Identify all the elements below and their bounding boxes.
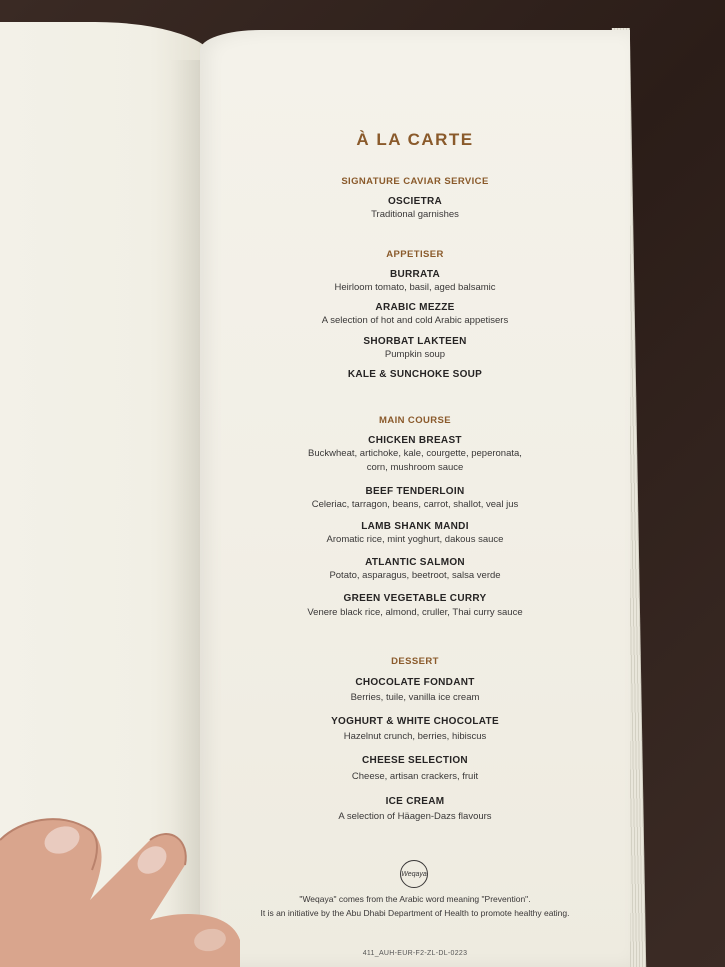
dish-name: KALE & SUNCHOKE SOUP — [347, 369, 483, 380]
dish-description: Berries, tuile, vanilla ice cream — [350, 692, 480, 703]
dish-description: Celeriac, tarragon, beans, carrot, shallot, veal jus — [311, 499, 519, 510]
dish-name: SHORBAT LAKTEEN — [363, 336, 467, 347]
weqaya-logo-icon: Weqaya — [400, 860, 428, 888]
section-caviar: SIGNATURE CAVIAR SERVICE — [341, 176, 489, 187]
dish-description: Buckwheat, artichoke, kale, courgette, peperonata, — [308, 448, 522, 459]
menu-code: 411_AUH-EUR-F2-ZL-DL-0223 — [362, 950, 468, 957]
dish-name: BURRATA — [389, 269, 441, 280]
dish-name: OSCIETRA — [387, 196, 443, 207]
dish-name: LAMB SHANK MANDI — [361, 521, 469, 532]
dish-name: ATLANTIC SALMON — [365, 557, 465, 568]
menu-title: À LA CARTE — [356, 130, 474, 149]
dish-description: corn, mushroom sauce — [366, 462, 464, 473]
dish-name: YOGHURT & WHITE CHOCOLATE — [331, 716, 499, 727]
dish-name: CHEESE SELECTION — [362, 755, 468, 766]
section-dessert: DESSERT — [391, 656, 439, 667]
dish-description: Potato, asparagus, beetroot, salsa verde — [329, 570, 501, 581]
dish-name: BEEF TENDERLOIN — [365, 486, 465, 497]
dish-description: Venere black rice, almond, cruller, Thai curry sauce — [307, 607, 523, 618]
dish-description: Heirloom tomato, basil, aged balsamic — [334, 282, 496, 293]
footnote-line: It is an initiative by the Abu Dhabi Department of Health to promote healthy eating. — [260, 908, 570, 918]
dish-name: ICE CREAM — [385, 796, 445, 807]
dish-description: A selection of Häagen-Dazs flavours — [338, 811, 492, 822]
dish-name: CHICKEN BREAST — [368, 435, 462, 446]
section-appetiser: APPETISER — [386, 249, 444, 260]
dish-description: Traditional garnishes — [371, 209, 459, 220]
menu-content — [200, 30, 630, 967]
dish-description: Hazelnut crunch, berries, hibiscus — [343, 731, 487, 742]
dish-description: Pumpkin soup — [384, 349, 446, 360]
dish-name: GREEN VEGETABLE CURRY — [343, 593, 487, 604]
dish-description: Aromatic rice, mint yoghurt, dakous sauce — [326, 534, 504, 545]
dish-name: ARABIC MEZZE — [375, 302, 455, 313]
section-main-course: MAIN COURSE — [379, 415, 451, 426]
dish-name: CHOCOLATE FONDANT — [355, 677, 475, 688]
dish-description: Cheese, artisan crackers, fruit — [351, 771, 479, 782]
footnote-line: "Weqaya" comes from the Arabic word meaning "Prevention". — [299, 894, 531, 904]
dish-description: A selection of hot and cold Arabic appetisers — [321, 315, 509, 326]
hand-image — [0, 800, 260, 967]
